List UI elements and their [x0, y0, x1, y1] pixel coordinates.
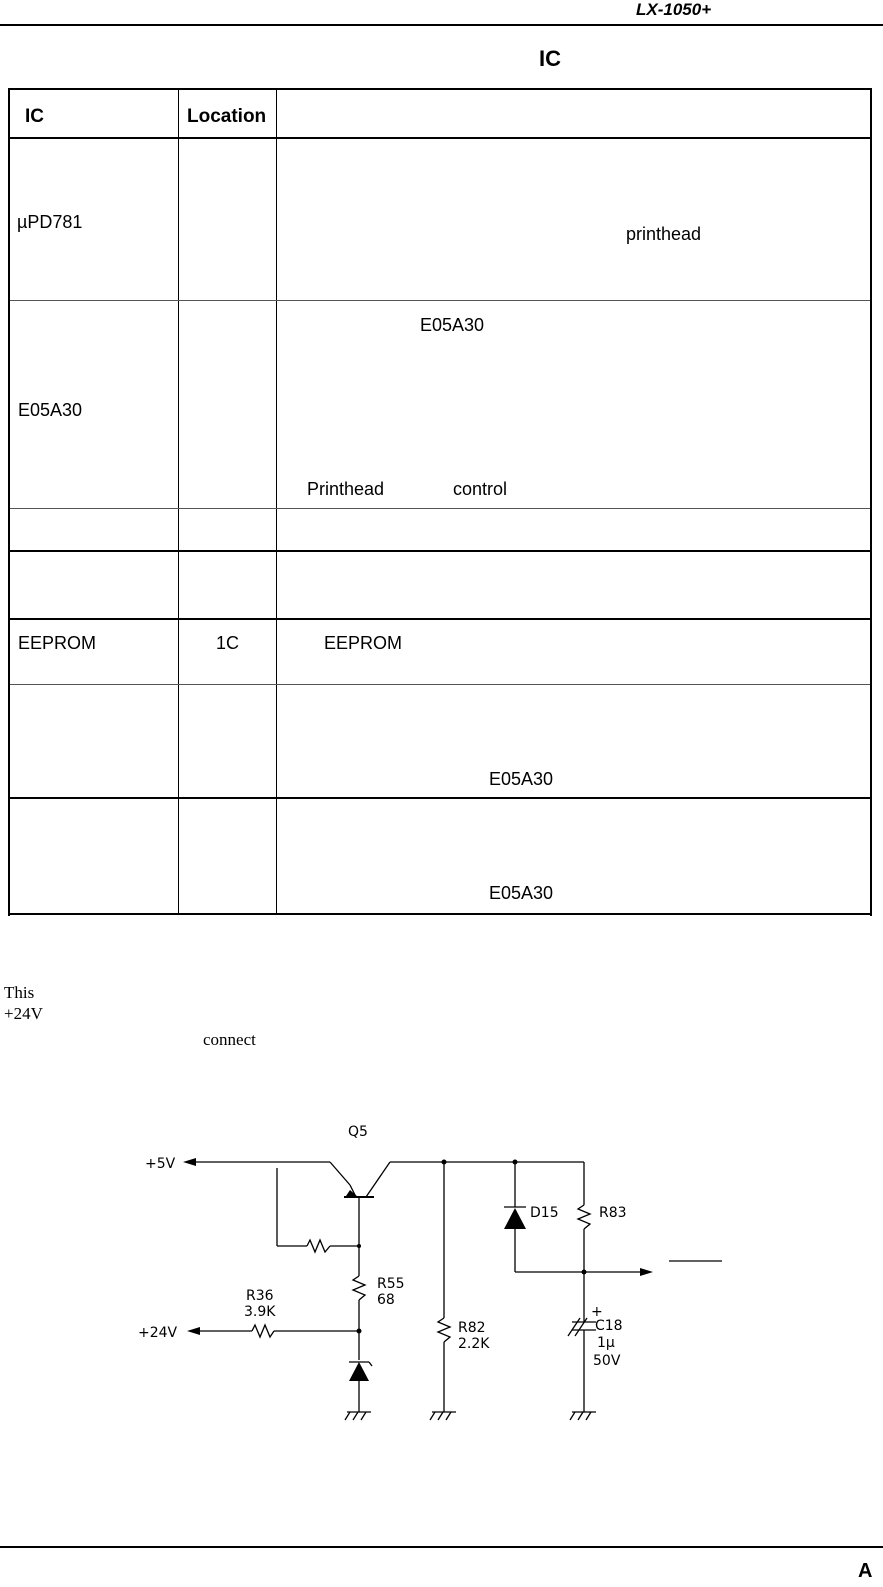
label-plus: + [591, 1304, 603, 1320]
body-text: This [4, 983, 35, 1002]
table-cell-note: E05A30 [420, 315, 485, 335]
row-divider [10, 508, 870, 509]
page-marker: A [858, 1560, 873, 1582]
label-5v: +5V [145, 1156, 176, 1172]
regulator-schematic [0, 1100, 883, 1450]
bottom-rule [0, 1546, 883, 1548]
body-text: connect [203, 1030, 256, 1049]
table-cell-note: control [453, 479, 508, 499]
column-divider-1 [178, 88, 179, 914]
row-divider [10, 300, 870, 301]
column-divider-2 [276, 88, 277, 914]
model-header: LX-1050+ [636, 0, 712, 19]
label-c18: C18 [595, 1318, 623, 1334]
table-cell-note: printhead [626, 224, 702, 244]
label-r55: R55 [377, 1276, 405, 1292]
table-cell-ic: EEPROM [18, 633, 97, 653]
table-cell-note: E05A30 [489, 883, 554, 903]
label-r36: R36 [246, 1288, 274, 1304]
table-top-border [8, 88, 872, 90]
row-divider [10, 684, 870, 685]
table-right-border [870, 88, 872, 916]
table-bottom-border [8, 913, 872, 915]
body-text: +24V [4, 1004, 43, 1023]
label-r36-value: 3.9K [244, 1304, 276, 1320]
table-cell-location: 1C [216, 633, 240, 653]
table-left-border [8, 88, 10, 916]
row-divider [10, 618, 870, 620]
table-title: IC [539, 46, 561, 71]
row-divider [10, 550, 870, 552]
row-divider [10, 797, 870, 799]
label-q5: Q5 [348, 1124, 368, 1140]
table-header-rule [8, 137, 872, 139]
table-cell-note: E05A30 [489, 769, 554, 789]
label-d15: D15 [530, 1205, 559, 1221]
label-r55-value: 68 [377, 1292, 395, 1308]
table-cell-ic: E05A30 [18, 400, 83, 420]
label-r82-value: 2.2K [458, 1336, 490, 1352]
table-cell-note: Printhead [307, 479, 385, 499]
top-rule [0, 24, 883, 26]
table-cell-ic: µPD781 [17, 212, 83, 232]
column-header-location: Location [187, 106, 267, 127]
label-r83: R83 [599, 1205, 627, 1221]
label-c18-voltage: 50V [593, 1353, 621, 1369]
label-r82: R82 [458, 1320, 486, 1336]
label-c18-value: 1µ [597, 1335, 615, 1351]
column-header-ic: IC [25, 106, 44, 127]
label-24v: +24V [138, 1325, 178, 1341]
table-cell-note: EEPROM [324, 633, 403, 653]
